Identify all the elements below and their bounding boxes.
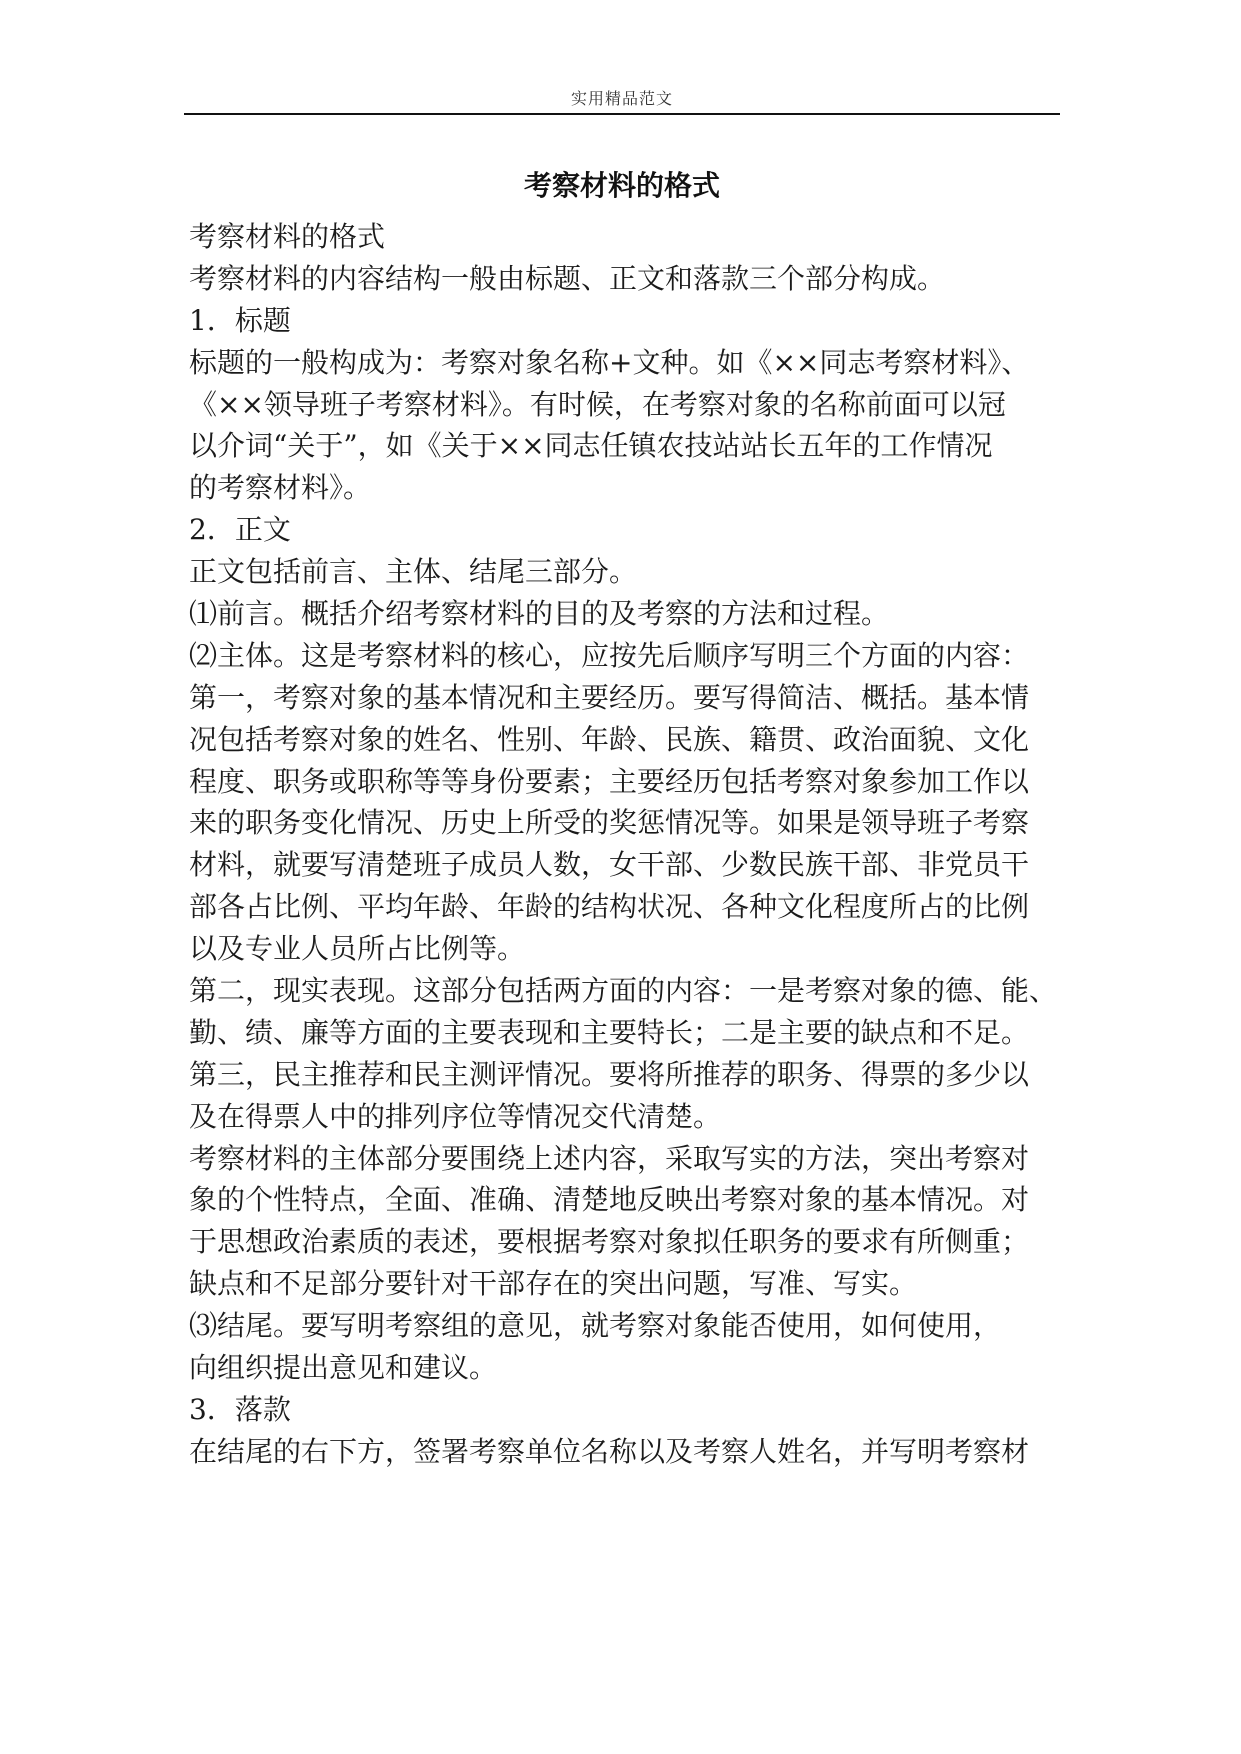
body-line: 标题的一般构成为：考察对象名称+文种。如《××同志考察材料》、 <box>189 345 1030 379</box>
body-line: 程度、职务或职称等等身份要素；主要经历包括考察对象参加工作以 <box>189 764 1030 798</box>
body-line: 《××领导班子考察材料》。有时候，在考察对象的名称前面可以冠 <box>189 387 1006 421</box>
body-line: 于思想政治素质的表述，要根据考察对象拟任职务的要求有所侧重； <box>189 1225 1030 1259</box>
body-line: 在结尾的右下方，签署考察单位名称以及考察人姓名，并写明考察材 <box>189 1434 1030 1468</box>
body-line: 第二，现实表现。这部分包括两方面的内容：一是考察对象的德、能、 <box>189 974 1058 1008</box>
section-heading: 1．标题 <box>189 303 291 337</box>
body-line: 勤、绩、廉等方面的主要表现和主要特长；二是主要的缺点和不足。 <box>189 1015 1030 1049</box>
document-body <box>189 216 1061 1473</box>
body-line: 以介词“关于”，如《关于××同志任镇农技站站长五年的工作情况 <box>189 429 993 463</box>
body-line: 以及专业人员所占比例等。 <box>189 932 526 966</box>
body-line: 正文包括前言、主体、结尾三部分。 <box>189 555 638 589</box>
body-line: 材料，就要写清楚班子成员人数，女干部、少数民族干部、非党员干 <box>189 848 1030 882</box>
body-line: 象的个性特点，全面、准确、清楚地反映出考察对象的基本情况。对 <box>189 1183 1030 1217</box>
body-line: ⑴前言。概括介绍考察材料的目的及考察的方法和过程。 <box>189 597 890 631</box>
body-line: 第一，考察对象的基本情况和主要经历。要写得简洁、概括。基本情 <box>189 680 1030 714</box>
body-line: 第三，民主推荐和民主测评情况。要将所推荐的职务、得票的多少以 <box>189 1057 1030 1091</box>
body-line: 考察材料的内容结构一般由标题、正文和落款三个部分构成。 <box>189 261 946 295</box>
body-line: 况包括考察对象的姓名、性别、年龄、民族、籍贯、政治面貌、文化 <box>189 722 1030 756</box>
body-line: 考察材料的主体部分要围绕上述内容，采取写实的方法，突出考察对 <box>189 1141 1030 1175</box>
body-line: 向组织提出意见和建议。 <box>189 1351 498 1385</box>
body-line: 来的职务变化情况、历史上所受的奖惩情况等。如果是领导班子考察 <box>189 806 1030 840</box>
body-line: 考察材料的格式 <box>189 220 386 253</box>
body-line: ⑶结尾。要写明考察组的意见，就考察对象能否使用，如何使用， <box>189 1309 1002 1343</box>
document-title: 考察材料的格式 <box>523 169 720 202</box>
section-heading: 2．正文 <box>189 513 291 547</box>
body-line: 及在得票人中的排列序位等情况交代清楚。 <box>189 1099 722 1133</box>
section-heading: 3．落款 <box>189 1392 291 1426</box>
body-line: 部各占比例、平均年龄、年龄的结构状况、各种文化程度所占的比例 <box>189 890 1030 924</box>
body-line: ⑵主体。这是考察材料的核心，应按先后顺序写明三个方面的内容： <box>189 638 1030 672</box>
page-header: 实用精品范文 <box>570 89 673 108</box>
header-divider <box>184 113 1060 115</box>
body-line: 缺点和不足部分要针对干部存在的突出问题，写准、写实。 <box>189 1267 918 1301</box>
body-line: 的考察材料》。 <box>189 471 372 505</box>
